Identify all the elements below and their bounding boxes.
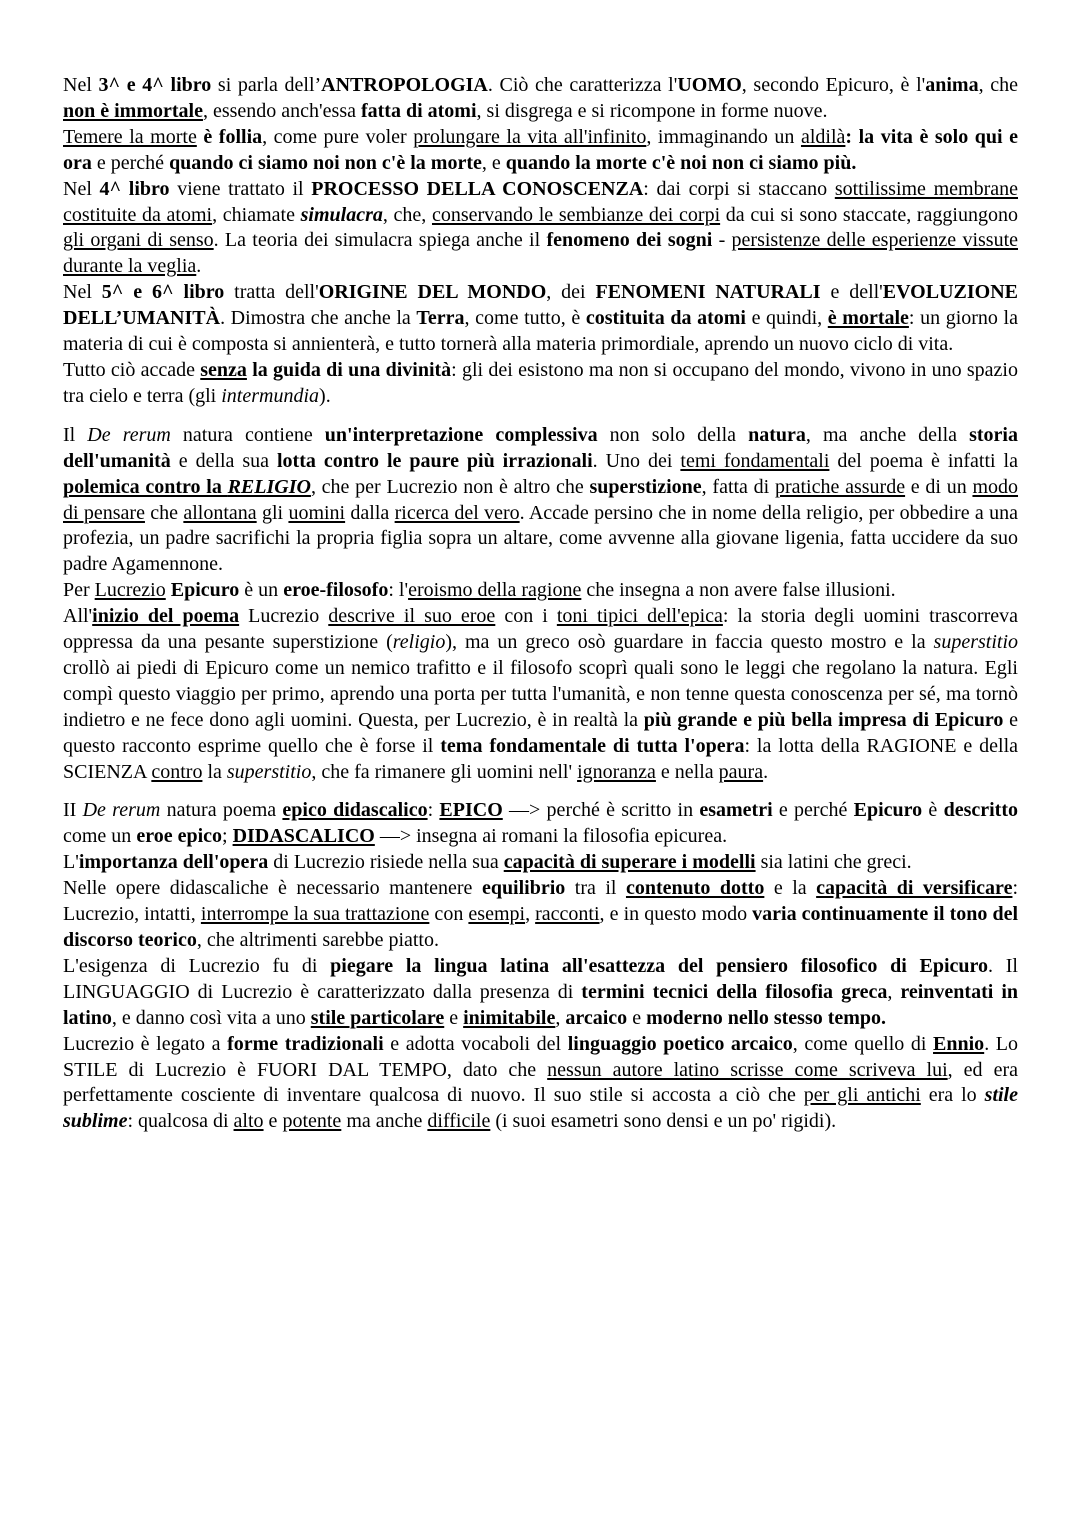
text-run: gli organi di senso [63, 229, 214, 252]
text-run: quando la morte c'è noi non ci siamo più. [505, 151, 857, 174]
text-run: . [196, 255, 202, 278]
text-run: difficile [427, 1110, 491, 1133]
text-run: . Il LINGUAGGIO di Lucrezio è caratterizzato dalla presenza di [63, 954, 1018, 1003]
text-run: , [525, 903, 536, 926]
text-run: Lucrezio è legato a [63, 1032, 228, 1055]
text-run: fenomeno dei sogni [546, 229, 713, 252]
text-run: tema fondamentale di tutta l'opera [440, 734, 745, 757]
text-run: PROCESSO DELLA CONOSCENZA [311, 177, 644, 200]
text-run: moderno nello stesso tempo. [646, 1006, 887, 1029]
paragraph [63, 604, 1018, 785]
text-run: natura poema [160, 799, 283, 822]
text-run: uomini [288, 501, 346, 524]
text-run: : Lucrezio, intatti, [63, 877, 1019, 926]
text-run: Lucrezio [94, 579, 166, 602]
text-run: : la storia degli uomini trascorreva oppressa da una pesante superstizione ( [63, 605, 1018, 654]
text-run: , ed era perfettamente cosciente di inventare qualcosa di nuovo. Il suo stile si accosta a ciò che [63, 1058, 1018, 1107]
text-run: arcaico [565, 1006, 628, 1029]
text-run: intermundia [221, 384, 320, 407]
text-run: modo di pensare [63, 475, 1019, 524]
paragraph [63, 578, 1018, 604]
text-run: di Lucrezio risiede nella sua [268, 851, 504, 874]
text-run: , si disgrega e si ricompone in forme nuove. [476, 99, 828, 122]
text-run: , e danno così vita a uno [111, 1006, 311, 1029]
text-run: piegare la lingua latina all'esattezza del pensiero filosofico di Epicuro [330, 954, 989, 977]
text-run: natura contiene [170, 423, 325, 446]
text-run: , essendo anch'essa [202, 99, 361, 122]
text-run: superstitio [226, 760, 312, 783]
text-run: Nel [63, 74, 99, 96]
text-run: natura [748, 423, 806, 446]
text-run: un'interpretazione complessiva [324, 423, 598, 446]
text-run: interrompe la sua trattazione [200, 903, 430, 926]
text-run: , che [978, 74, 1018, 96]
text-run: . La teoria dei simulacra spiega anche il [213, 229, 547, 252]
text-run: , [887, 980, 901, 1003]
text-run: L' [63, 851, 79, 874]
text-run: e [444, 1006, 464, 1029]
text-run: Nelle opere didascaliche è necessario mantenere [63, 877, 482, 900]
text-run: prolungare la vita all'infinito [413, 125, 647, 148]
text-run: e questo racconto esprime quello che è forse il [63, 708, 1018, 757]
text-run: e dell' [820, 281, 883, 304]
text-run: non solo della [597, 423, 749, 446]
text-run: Per [63, 579, 95, 602]
text-run: alto [233, 1110, 264, 1133]
text-run: Terra [416, 307, 465, 330]
text-run: termini tecnici della filosofia greca [581, 980, 888, 1003]
paragraph [63, 177, 1018, 281]
text-run: racconti [535, 903, 600, 926]
text-run: Nel [63, 177, 100, 200]
text-run: e quindi, [745, 307, 828, 330]
text-run: varia continuamente il tono del discorso teorico [63, 903, 1018, 951]
text-run: nessun autore latino scrisse come scriveva lui [547, 1058, 948, 1081]
text-run: potente [282, 1110, 342, 1133]
text-run: , ma anche della [805, 423, 970, 446]
text-run: è [922, 799, 944, 822]
text-run: reinventati in latino [63, 980, 1018, 1029]
text-run: più grande e più bella impresa di Epicuro [643, 708, 1004, 731]
text-run: e perché [91, 151, 170, 174]
paragraph [63, 423, 1018, 578]
text-run: : l' [388, 579, 409, 602]
text-run: , e in questo modo [599, 903, 753, 926]
text-run: ; [222, 825, 233, 848]
text-run: RELIGIO [227, 475, 311, 498]
text-run: superstizione [589, 475, 702, 498]
text-run: : dai corpi si staccano [643, 177, 835, 200]
text-run: eroe-filosofo [283, 579, 389, 602]
text-run: da cui si sono staccate, raggiungono [720, 203, 1018, 226]
text-run: contenuto dotto [625, 877, 765, 900]
text-run: storia dell'umanità [63, 423, 1018, 472]
text-run: ORIGINE DEL MONDO [318, 281, 547, 304]
text-run: costituita da atomi [585, 307, 746, 330]
text-run: 5^ e 6^ libro [101, 281, 225, 304]
text-run: tratta dell' [224, 281, 319, 304]
text-run: persistenze delle esperienze vissute durante la veglia [63, 229, 1019, 278]
text-run: stile sublime [63, 1084, 1018, 1133]
text-run: non è immortale [63, 99, 203, 122]
text-run: e adotta vocaboli del [383, 1032, 568, 1055]
paragraph [63, 280, 1018, 358]
text-run: Il [63, 423, 88, 446]
text-run: . Dimostra che anche la [220, 307, 417, 330]
text-run: del poema è infatti la [829, 449, 1018, 472]
document-body [63, 73, 1018, 1135]
paragraph [63, 798, 1018, 850]
text-run: : la vita è solo qui e ora [63, 125, 1018, 174]
text-run: , chiamate [212, 203, 301, 226]
text-run: . Ciò che caratterizza l' [487, 74, 678, 96]
paragraph [63, 358, 1018, 410]
text-run: aldilà [800, 125, 846, 148]
text-run: eroismo della ragione [408, 579, 582, 602]
text-run: è mortale [827, 307, 909, 330]
text-run: sia latini che greci. [755, 851, 912, 874]
text-run: : gli dei esistono ma non si occupano del mondo, vivono in uno spazio tra cielo e terra (gli [63, 358, 1018, 407]
text-run: —> insegna ai romani la filosofia epicurea. [374, 825, 728, 848]
text-run: viene trattato il [169, 177, 312, 200]
text-run: . Accade persino che in nome della religio, per obbedire a una profezia, un padre sacrifichi la propria figlia sopra un altare, come avvenne alla giovane ligenia, fatta uccidere da suo padre Agamennone. [63, 501, 1018, 576]
text-run: linguaggio poetico arcaico [567, 1032, 793, 1055]
text-run: DIDASCALICO [232, 825, 375, 848]
text-run: esametri [699, 799, 773, 822]
text-run: , come quello di [792, 1032, 934, 1055]
text-run: capacità di versificare [816, 877, 1013, 900]
text-run: , e [481, 151, 506, 174]
text-run: ma anche [341, 1110, 428, 1133]
text-run: 3^ e 4^ libro [98, 74, 212, 96]
text-run: , fatta di [701, 475, 775, 498]
text-run: e [627, 1006, 647, 1029]
text-run: : la lotta della RAGIONE e della SCIENZA [63, 734, 1018, 783]
text-run: che insegna a non avere false illusioni. [581, 579, 896, 602]
paragraph [63, 876, 1018, 954]
text-run: dalla [345, 501, 395, 524]
text-run: Tutto ciò accade [63, 358, 201, 381]
text-run: si parla dell’ [211, 74, 322, 96]
text-run: polemica contro la [63, 475, 228, 498]
text-run: superstitio [933, 631, 1018, 654]
text-run: forme tradizionali [227, 1032, 384, 1055]
text-run: esempi [468, 903, 526, 926]
text-run: temi fondamentali [680, 449, 830, 472]
text-run: tra il [565, 877, 626, 900]
text-run: . [763, 760, 769, 783]
text-run: L'esigenza di Lucrezio fu di [63, 954, 331, 977]
text-run: UOMO [677, 74, 742, 96]
text-run: , secondo Epicuro, è l' [741, 74, 926, 96]
text-run: stile particolare [310, 1006, 445, 1029]
text-run: Epicuro [170, 579, 240, 602]
text-run: senza [200, 358, 247, 381]
text-run: lotta contro le paure più irrazionali [277, 449, 593, 472]
text-run: , immaginando un [646, 125, 801, 148]
text-run: religio [392, 631, 446, 654]
text-run: la guida di una divinità [246, 358, 452, 381]
text-run: pratiche assurde [774, 475, 906, 498]
text-run: , come pure voler [262, 125, 414, 148]
text-run: conservando le sembianze dei corpi [431, 203, 721, 226]
text-run: —> perché è scritto in [502, 799, 700, 822]
text-run: : qualcosa di [127, 1110, 234, 1133]
text-run: FENOMENI NATURALI [595, 281, 821, 304]
text-run: . Lo STILE di Lucrezio è FUORI DAL TEMPO, dato che [63, 1032, 1019, 1081]
text-run: che [144, 501, 184, 524]
text-run: Epicuro [853, 799, 923, 822]
text-run: , che fa rimanere gli uomini nell' [311, 760, 578, 783]
text-run: EVOLUZIONE DELL’UMANITÀ [63, 281, 1018, 330]
text-run: EPICO [439, 799, 503, 822]
text-run: , che per Lucrezio non è altro che [310, 475, 590, 498]
text-run: la [202, 760, 227, 783]
text-run: - [712, 229, 732, 252]
text-run: descritto [943, 799, 1018, 822]
text-run: importanza dell'opera [78, 851, 269, 874]
text-run: , come tutto, è [464, 307, 586, 330]
text-run: è un [239, 579, 284, 602]
text-run: anima [925, 74, 979, 96]
text-run: . Uno dei [592, 449, 681, 472]
text-run: inizio del poema [92, 605, 240, 628]
text-run: come un [63, 825, 137, 848]
text-run: crollò ai piedi di Epicuro come un nemico trafitto e il filosofo scoprì quali sono le leggi che regolano la natura. Egli compì questo viaggio per primo, aprendo una porta per tutta l'umanità, e non tenne questa conoscenza per sé, ma tornò indietro e ne fece dono agli uomini. Questa, per Lucrezio, è in realtà la [63, 656, 1018, 731]
text-run: era lo [920, 1084, 985, 1107]
text-run: descrive il suo eroe [328, 605, 496, 628]
text-run: Temere la morte [63, 125, 197, 148]
text-run: per gli antichi [803, 1084, 921, 1107]
text-run: , [555, 1006, 566, 1029]
text-run: Ennio [933, 1032, 985, 1055]
paragraph [63, 125, 1018, 177]
text-run: ANTROPOLOGIA [321, 74, 488, 96]
text-run: con [429, 903, 469, 926]
text-run: è follia [203, 125, 263, 148]
text-run: allontana [183, 501, 257, 524]
text-run: De rerum [87, 423, 171, 446]
paragraph [63, 73, 1018, 125]
text-run: contro [151, 760, 203, 783]
text-run: ignoranza [577, 760, 656, 783]
text-run: e [263, 1110, 283, 1133]
paragraph [63, 850, 1018, 876]
text-run: , che, [382, 203, 432, 226]
text-run: All' [63, 605, 93, 628]
text-run: ), ma un greco osò guardare in faccia questo mostro e la [445, 631, 934, 654]
text-run: quando ci siamo noi non c'è la morte [169, 151, 482, 174]
text-run: ). [319, 384, 331, 407]
text-run: : [427, 799, 440, 822]
text-run: ricerca del vero [394, 501, 520, 524]
text-run: e la [764, 877, 817, 900]
text-run: Lucrezio [239, 605, 329, 628]
text-run: II [63, 799, 83, 822]
text-run: e di un [905, 475, 973, 498]
text-run: De rerum [82, 799, 161, 822]
text-run: 4^ libro [99, 177, 170, 200]
text-run: epico didascalico [282, 799, 428, 822]
text-run: capacità di superare i modelli [503, 851, 756, 874]
text-run: con i [495, 605, 557, 628]
text-run: sottilissime membrane costituite da atomi [63, 177, 1018, 226]
text-run: fatta di atomi [360, 99, 477, 122]
text-run: simulacra [300, 203, 383, 226]
text-run: , che altrimenti sarebbe piatto. [196, 929, 439, 951]
text-run: : un giorno la materia di cui è composta si annienterà, e tutto tornerà alla materia primordiale, aprendo un nuovo ciclo di vita. [63, 307, 1018, 356]
text-run: e della sua [170, 449, 277, 472]
text-run: e perché [772, 799, 854, 822]
text-run: Nel [63, 281, 102, 304]
text-run: (i suoi esametri sono densi e un po' rigidi). [490, 1110, 837, 1133]
text-run: toni tipici dell'epica [556, 605, 723, 628]
text-run: e nella [655, 760, 719, 783]
paragraph [63, 1032, 1018, 1136]
text-run: equilibrio [481, 877, 566, 900]
text-run: paura [718, 760, 764, 783]
text-run: gli [256, 501, 289, 524]
paragraph [63, 954, 1018, 1032]
text-run: eroe epico [136, 825, 223, 848]
text-run: inimitabile [463, 1006, 556, 1029]
text-run: , dei [546, 281, 596, 304]
